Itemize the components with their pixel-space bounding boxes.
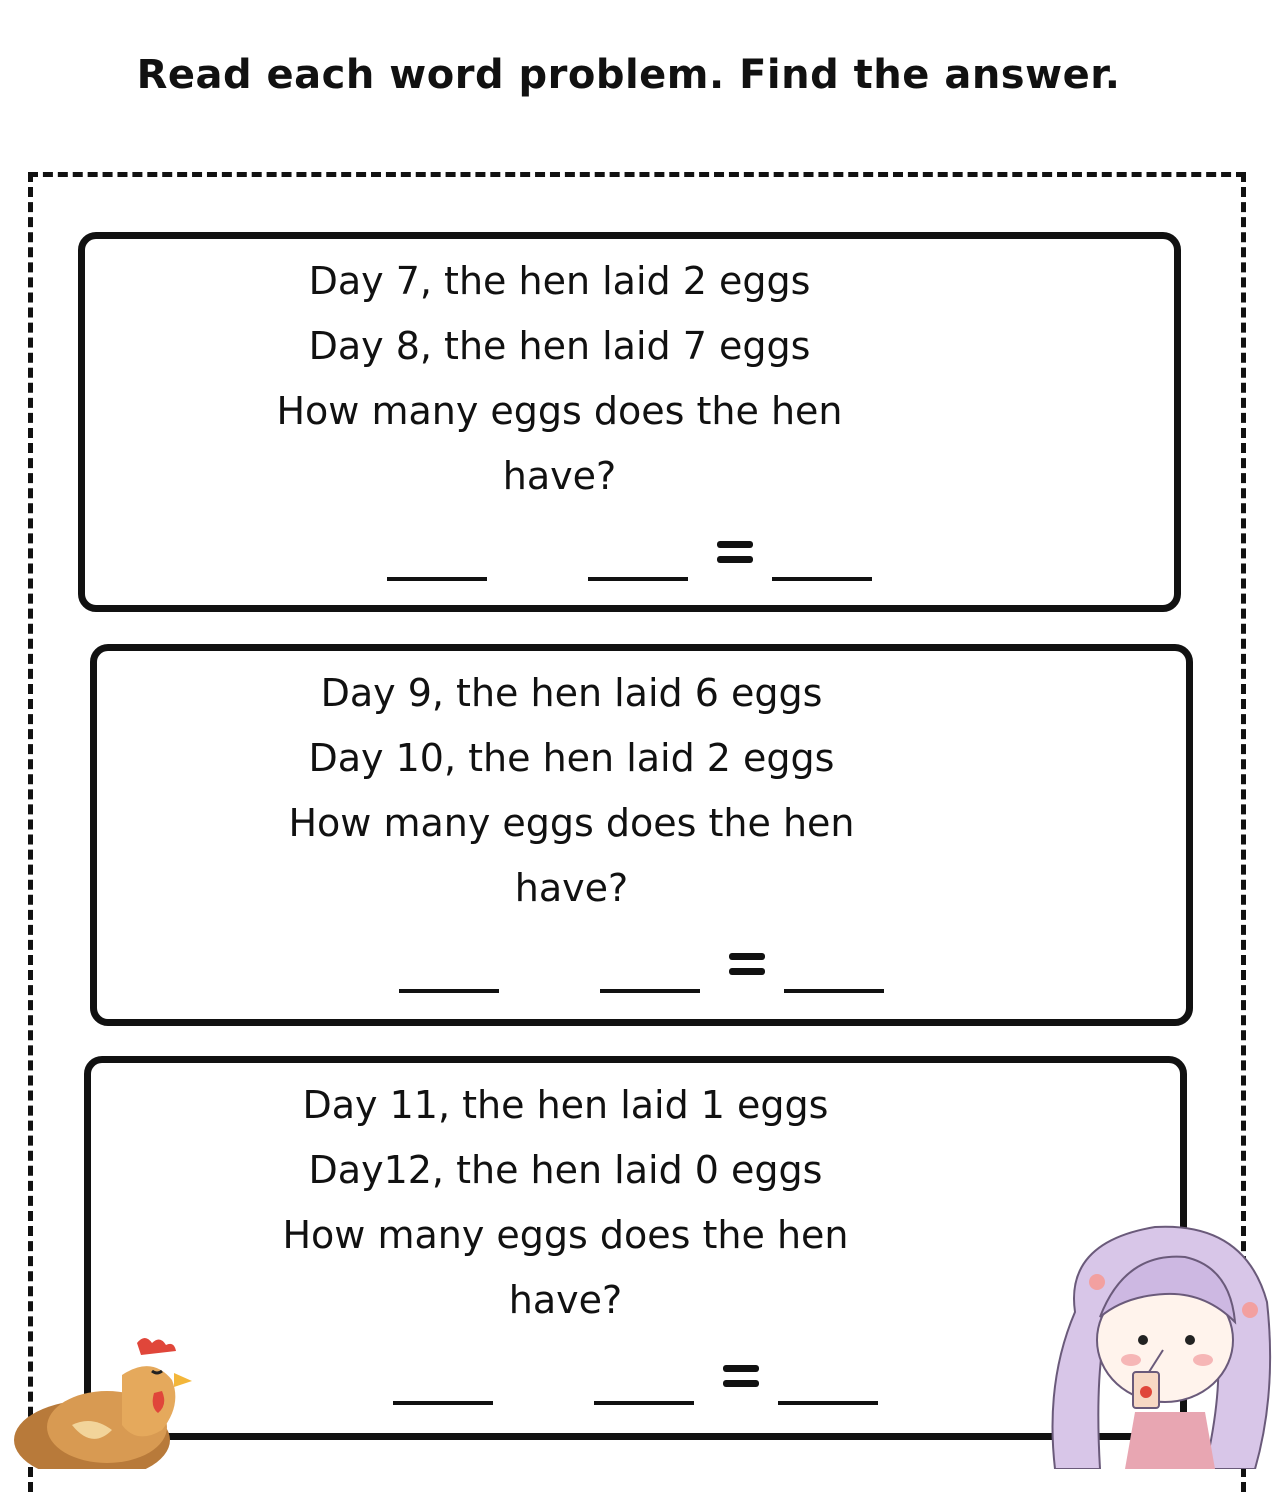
answer-blank[interactable] xyxy=(588,577,688,581)
problem-2-line-1: Day 9, the hen laid 6 eggs xyxy=(320,671,823,715)
problem-card-2 xyxy=(90,644,1193,1026)
problem-1-equation xyxy=(85,521,1174,581)
problem-3-line-2: Day12, the hen laid 0 eggs xyxy=(308,1148,823,1192)
answer-blank[interactable] xyxy=(594,1401,694,1405)
problem-3-line-1: Day 11, the hen laid 1 eggs xyxy=(302,1083,829,1127)
equals-sign xyxy=(723,1365,759,1387)
answer-blank[interactable] xyxy=(393,1401,493,1405)
problem-3-question-end: have? xyxy=(508,1278,623,1322)
equals-sign xyxy=(729,953,765,975)
answer-blank[interactable] xyxy=(399,989,499,993)
problem-2-question: How many eggs does the hen xyxy=(288,801,855,845)
answer-blank[interactable] xyxy=(772,577,872,581)
problem-3-question: How many eggs does the hen xyxy=(282,1213,849,1257)
answer-blank[interactable] xyxy=(600,989,700,993)
equals-sign xyxy=(717,541,753,563)
problem-card-3 xyxy=(84,1056,1187,1440)
problem-1-question-end: have? xyxy=(502,454,617,498)
problem-card-1 xyxy=(78,232,1181,612)
problem-3-equation xyxy=(91,1345,1180,1405)
problem-2-question-end: have? xyxy=(514,866,629,910)
problem-2-line-2: Day 10, the hen laid 2 eggs xyxy=(308,736,835,780)
problem-1-line-1: Day 7, the hen laid 2 eggs xyxy=(308,259,811,303)
problem-1-line-2: Day 8, the hen laid 7 eggs xyxy=(308,324,811,368)
problem-1-question: How many eggs does the hen xyxy=(276,389,843,433)
answer-blank[interactable] xyxy=(778,1401,878,1405)
problem-2-equation xyxy=(97,933,1186,993)
answer-blank[interactable] xyxy=(387,577,487,581)
hen-icon xyxy=(12,1335,202,1473)
answer-blank[interactable] xyxy=(784,989,884,993)
girl-drinking-illustration xyxy=(1045,1222,1277,1473)
page-title: Read each word problem. Find the answer. xyxy=(136,52,1121,98)
